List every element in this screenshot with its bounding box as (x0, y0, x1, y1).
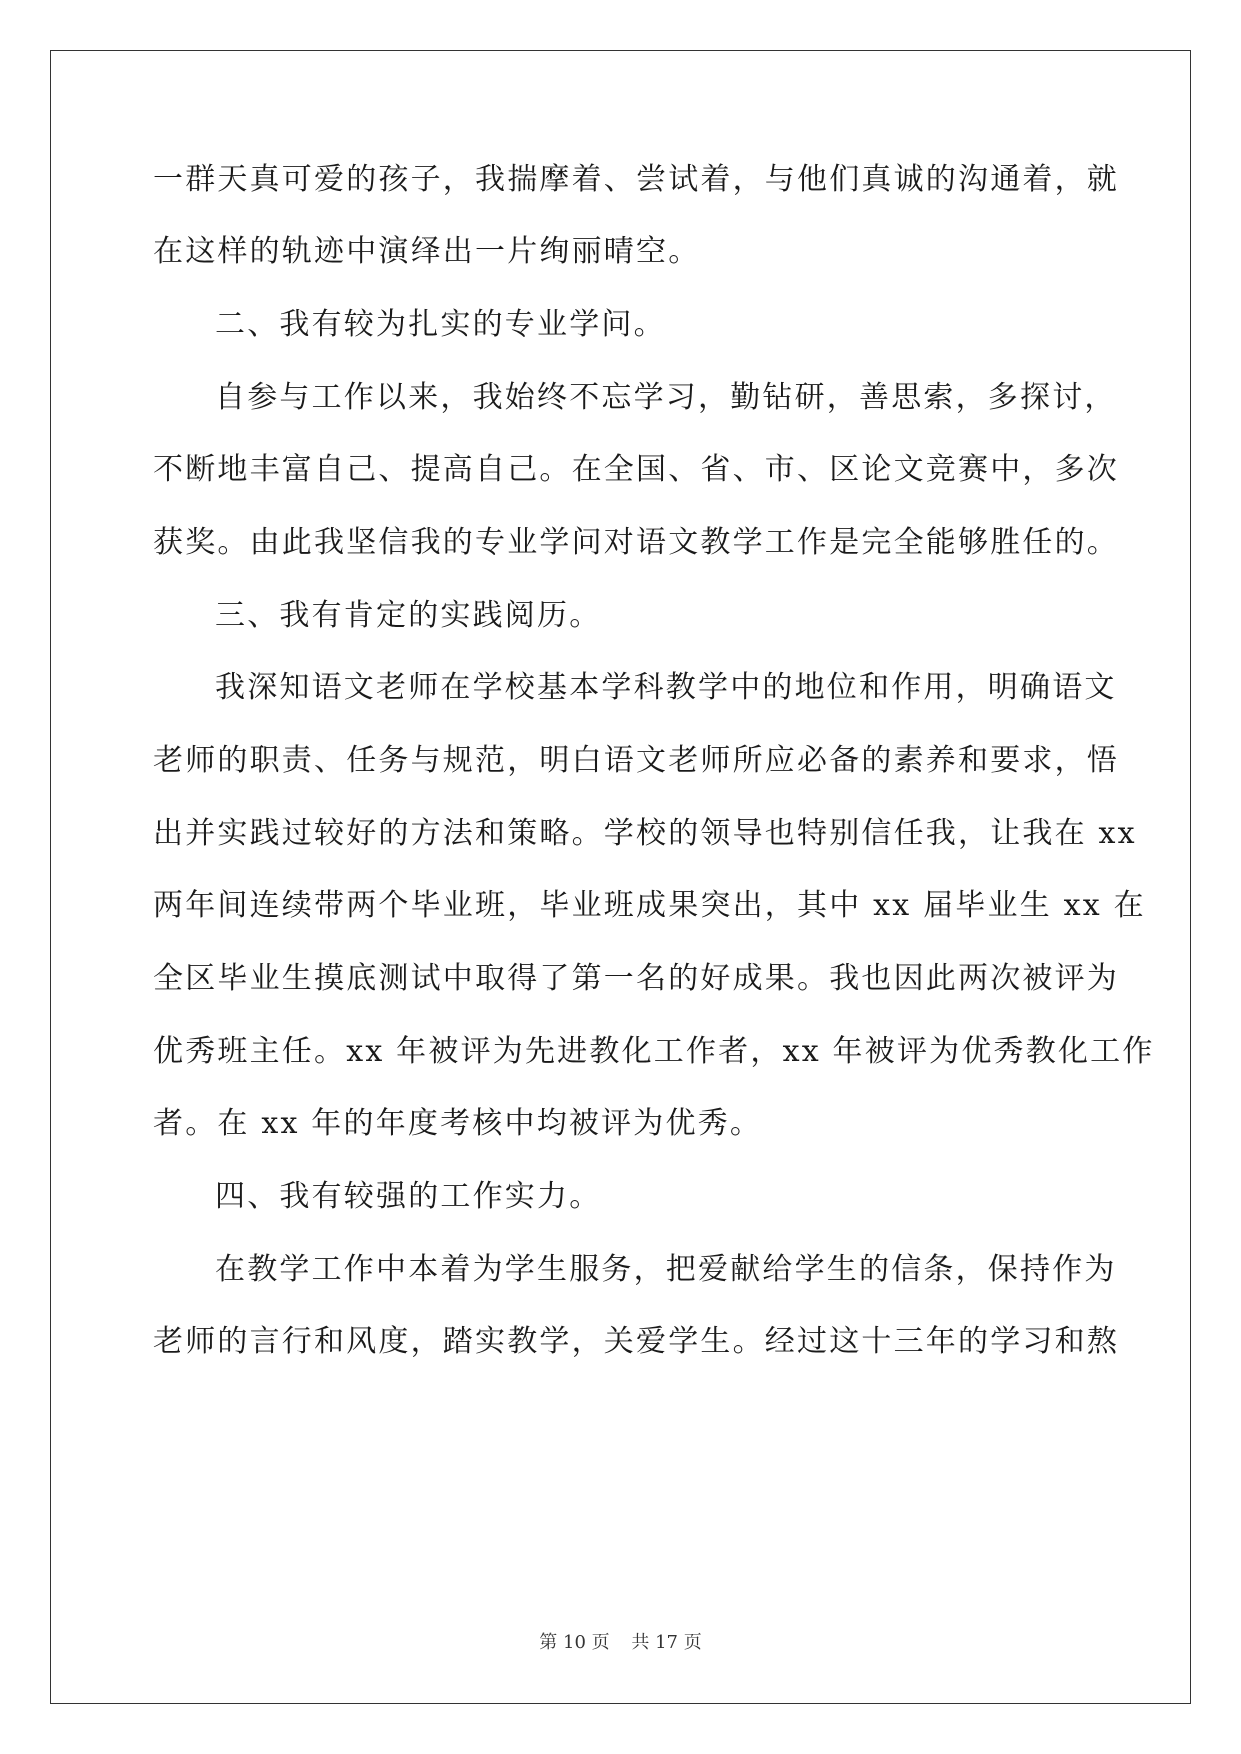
text-line: 一群天真可爱的孩子，我揣摩着、尝试着，与他们真诚的沟通着，就 (153, 162, 1119, 197)
section-heading: 四、我有较强的工作实力。 (215, 1179, 602, 1214)
text-line: 在这样的轨迹中演绎出一片绚丽晴空。 (153, 234, 701, 269)
text-line: 者。在 xx 年的年度考核中均被评为优秀。 (153, 1106, 763, 1141)
page-footer (0, 1633, 1241, 1653)
text-line: 老师的言行和风度，踏实教学，关爱学生。经过这十三年的学习和熬 (153, 1324, 1119, 1359)
text-line: 优秀班主任。xx 年被评为先进教化工作者，xx 年被评为优秀教化工作 (153, 1034, 1155, 1069)
text-line: 出并实践过较好的方法和策略。学校的领导也特别信任我，让我在 xx (153, 816, 1137, 851)
page-number: 第 10 页 (539, 1632, 610, 1653)
text-line: 在教学工作中本着为学生服务，把爱献给学生的信条，保持作为 (215, 1252, 1117, 1287)
text-line: 自参与工作以来，我始终不忘学习，勤钻研，善思索，多探讨， (215, 380, 1117, 415)
page-total: 共 17 页 (631, 1632, 702, 1653)
section-heading: 三、我有肯定的实践阅历。 (215, 598, 602, 633)
text-line: 老师的职责、任务与规范，明白语文老师所应必备的素养和要求，悟 (153, 743, 1119, 778)
text-line: 两年间连续带两个毕业班，毕业班成果突出，其中 xx 届毕业生 xx 在 (153, 888, 1146, 923)
text-line: 我深知语文老师在学校基本学科教学中的地位和作用，明确语文 (215, 670, 1117, 705)
text-line: 全区毕业生摸底测试中取得了第一名的好成果。我也因此两次被评为 (153, 961, 1119, 996)
page-frame (50, 50, 1191, 1704)
text-line: 获奖。由此我坚信我的专业学问对语文教学工作是完全能够胜任的。 (153, 525, 1119, 560)
text-line: 不断地丰富自己、提高自己。在全国、省、市、区论文竞赛中，多次 (153, 452, 1119, 487)
section-heading: 二、我有较为扎实的专业学问。 (215, 307, 666, 342)
